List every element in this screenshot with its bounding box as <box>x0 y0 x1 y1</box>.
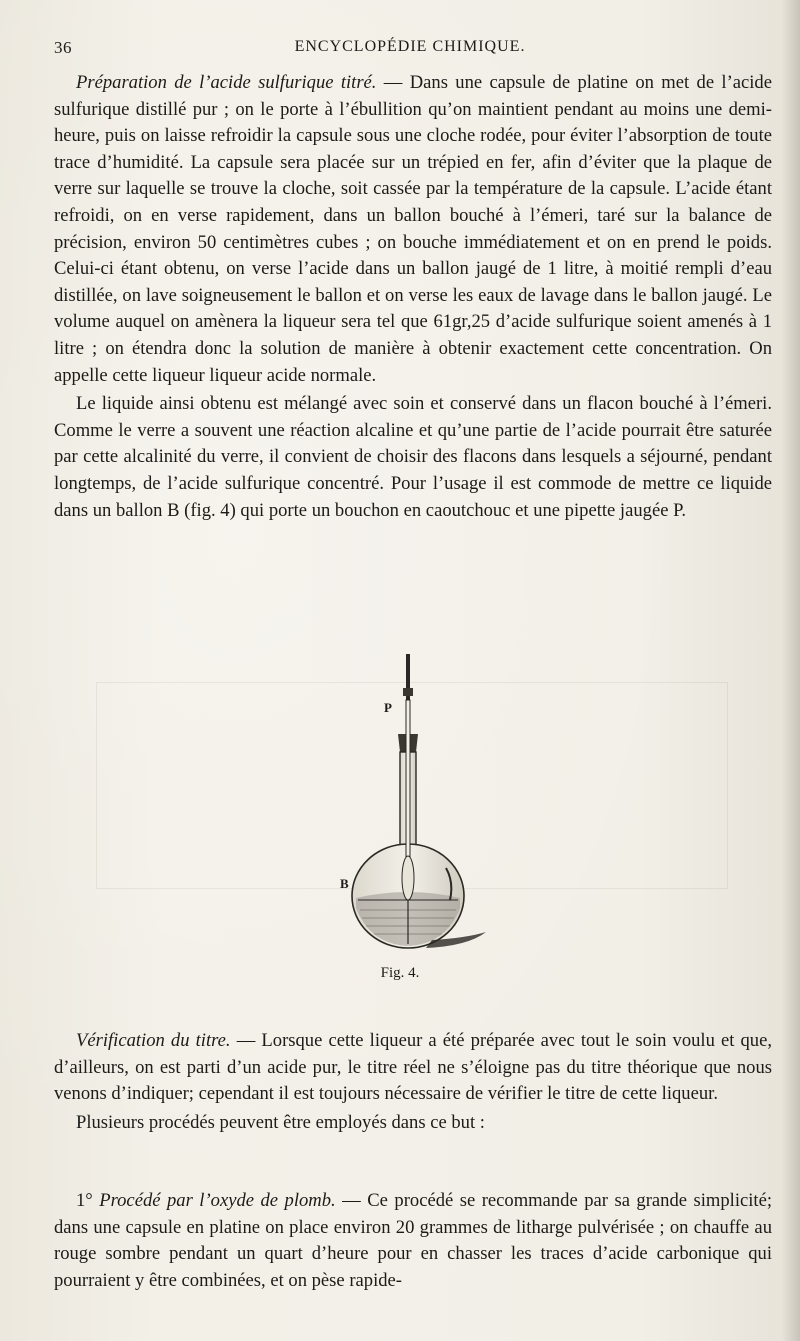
paragraph-verification-1 <box>54 1028 772 1108</box>
paragraph-preparation-1 <box>54 70 772 389</box>
paragraph-verification-2: Plusieurs procédés peuvent être employés dans ce but : <box>76 1111 485 1133</box>
pipette-bulb <box>402 856 414 900</box>
flask-illustration <box>296 648 516 968</box>
page-edge-shadow <box>782 0 800 1341</box>
paragraph-preparation-2: Le liquide ainsi obtenu est mélangé avec soin et conservé dans un flacon bouché à l’émeri. Comme le verre a souvent une réaction alcaline et qu’une partie de l’acide pourrait être saturée par cette alcalinité du verre, il convient de choisir des flacons dans lesquels a séjourné, pendant longtemps, de l’acide sulfurique concentré. Pour l’usage il est commode de mettre ce liquide dans un ballon B (fig. 4) qui porte un bouchon en caoutchouc et une pipette jaugée P. <box>54 393 772 521</box>
section-lead-preparation: Préparation de l’acide sulfurique titré. <box>76 72 377 93</box>
list-number: 1° <box>76 1190 100 1211</box>
section-verification <box>54 1028 772 1136</box>
section-lead-procede: Procédé par l’oxyde de plomb. <box>99 1190 336 1211</box>
label-pipette-p: P <box>384 700 392 715</box>
running-title: ENCYCLOPÉDIE CHIMIQUE. <box>294 38 526 55</box>
label-flask-b: B <box>340 876 349 891</box>
paragraph-body: — Dans une capsule de platine on met de l’acide sulfurique distillé pur ; on le porte à l’ébullition qu’on maintient pendant au moins une demi-heure, puis on laisse refroidir la capsule sous une cloche rodée, pour éviter l’absorption de toute trace d’humidité. La capsule sera placée sur un trépied en fer, afin d’éviter que la plaque de verre sur laquelle se trouve la cloche, soit cassée par la température de la capsule. L’acide étant refroidi, on en verse rapidement, dans un ballon bouché à l’émeri, taré sur la balance de précision, environ 50 centimètres cubes ; on bouche immédiatement et on en prend le poids. Celui-ci étant obtenu, on verse l’acide dans un ballon jaugé de 1 litre, à moitié rempli d’eau distillée, on lave soigneusement le ballon et on verse les eaux de lavage dans le ballon jaugé. Le volume auquel on amènera la liqueur sera tel que 61gr,25 d’acide sulfurique soient amenés à 1 litre ; on étendra donc la solution de manière à obtenir exactement cette concentration. On appelle cette liqueur liqueur acide normale. <box>54 72 772 386</box>
page-header <box>54 38 766 62</box>
paragraph-body: — Ce procédé se recommande par sa grande simplicité; dans une capsule en platine on place environ 20 grammes de litharge pulvérisée ; on chauffe au rouge sombre pendant un quart d’heure pour en chasser les traces d’acide carbonique qui pourraient y être combinées, et on pèse rapide- <box>54 1190 773 1291</box>
figure-4 <box>296 648 516 968</box>
section-preparation <box>54 70 772 524</box>
section-lead-verification: Vérification du titre. <box>76 1030 231 1051</box>
figure-caption: Fig. 4. <box>380 965 420 981</box>
section-procede-oxyde-plomb <box>54 1188 772 1294</box>
paragraph-body: — Lorsque cette liqueur a été préparée avec tout le soin voulu et que, d’ailleurs, on est parti d’un acide pur, le titre réel ne s’éloigne pas du titre théorique que nous venons d’indiquer; cependant il est toujours nécessaire de vérifier le titre de cette liqueur. <box>54 1030 773 1105</box>
page-number: 36 <box>54 38 72 57</box>
paragraph-procede-1 <box>54 1188 772 1294</box>
